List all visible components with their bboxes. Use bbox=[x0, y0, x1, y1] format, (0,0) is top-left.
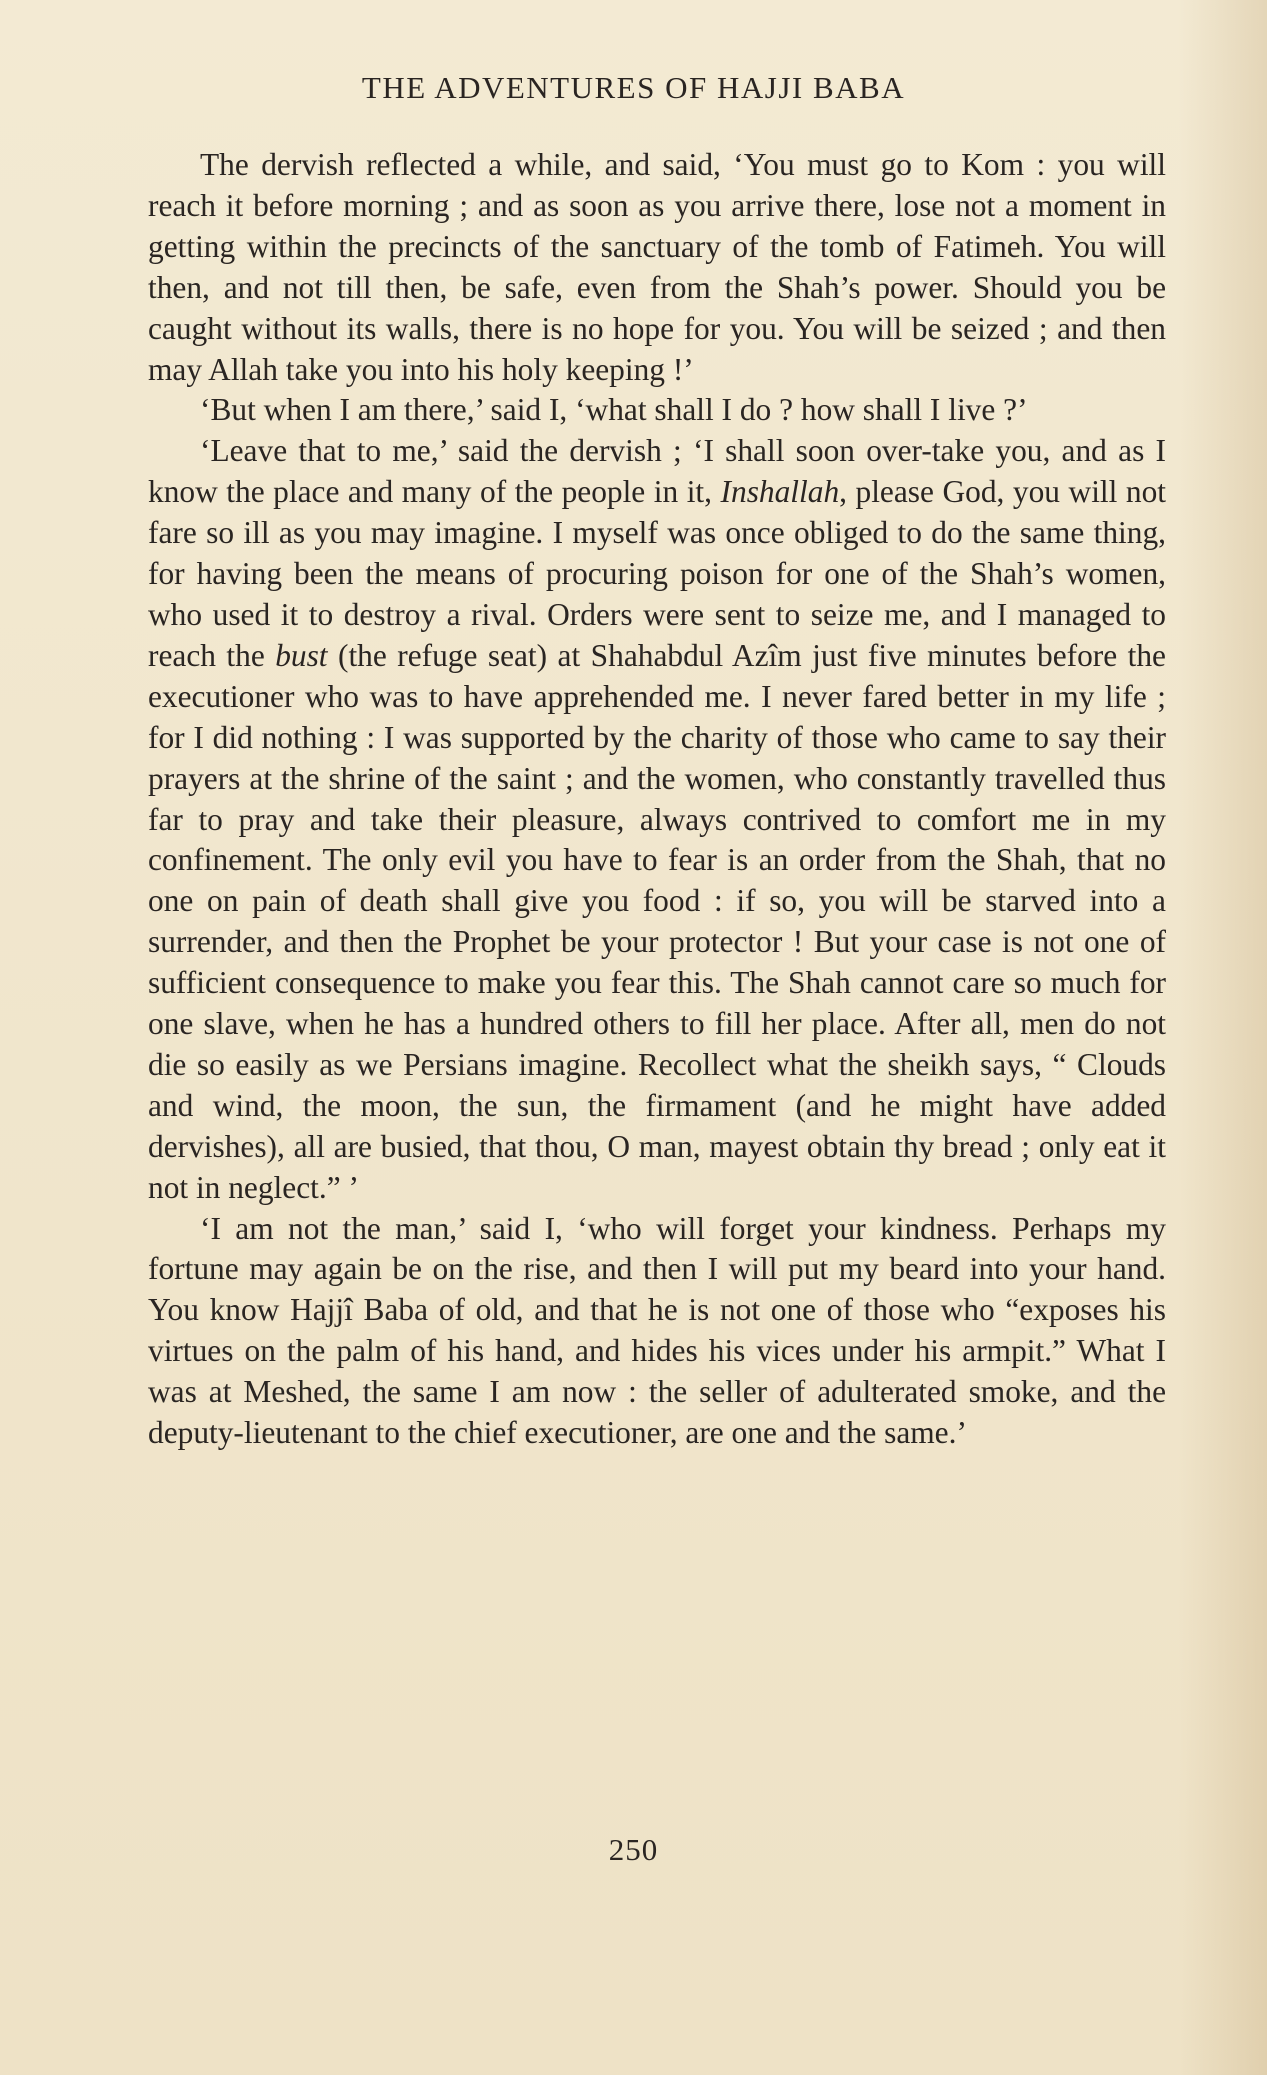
italic-inshallah: Inshallah bbox=[720, 474, 840, 510]
paragraph-dervish-advice: The dervish reflected a while, and said, ‘You must go to Kom : you will reach it before morning ; and as soon as you arrive there, lose not a moment in getting within the precincts of the sanctuary of the tomb of Fatimeh. You will then, and not till then, be safe, even from the Shah’s power. Should you be caught without its walls, there is no hope for you. You will be seized ; and then may Allah take you into his holy keeping !’ bbox=[148, 147, 1166, 387]
italic-bust: bust bbox=[275, 637, 328, 673]
body-text bbox=[148, 145, 1166, 1454]
running-head: THE ADVENTURES OF HAJJI BABA bbox=[361, 70, 906, 105]
paragraph-dervish-reply bbox=[148, 431, 1166, 1208]
paragraph-hajji-response: ‘I am not the man,’ said I, ‘who will forget your kindness. Perhaps my fortune may again be on the rise, and then I will put my beard into your hand. You know Hajjî Baba of old, and that he is not one of those who “exposes his virtues on the palm of his hand, and hides his vices under his armpit.” What I was at Meshed, the same I am now : the seller of adulterated smoke, and the deputy-lieutenant to the chief executioner, are one and the same.’ bbox=[148, 1210, 1166, 1451]
dervish-reply-part-1: ‘Leave that to me,’ said the dervish ; ‘I shall soon over-take you, and as I know the place and many of the people in it, bbox=[148, 433, 1166, 510]
page-number: 250 bbox=[608, 1832, 659, 1867]
dervish-reply-part-3: (the refuge seat) at Shahabdul Azîm just five minutes before the executioner who was to have apprehended me. I never fared better in my life ; for I did nothing : I was supported by the charity of those who came to say their prayers at the shrine of the saint ; and the women, who constantly travelled thus far to pray and take their pleasure, always contrived to comfort me in my confinement. The only evil you have to fear is an order from the Shah, that no one on pain of death shall give you food : if so, you will be starved into a surrender, and then the Prophet be your protector ! But your case is not one of sufficient consequence to make you fear this. The Shah cannot care so much for one slave, when he has a hundred others to fill her place. After all, men do not die so easily as we Persians imagine. Recollect what the sheikh says, “ Clouds and wind, the moon, the sun, the firmament (and he might have added dervishes), all are busied, that thou, O man, mayest obtain thy bread ; only eat it not in neglect.” ’ bbox=[148, 637, 1166, 1205]
dervish-reply-part-2: , please God, you will not fare so ill as you may imagine. I myself was once obliged to do the same thing, for having been the means of procuring poison for one of the Shah’s women, who used it to destroy a rival. Orders were sent to seize me, and I managed to reach the bbox=[148, 474, 1166, 673]
paragraph-hajji-question: ‘But when I am there,’ said I, ‘what shall I do ? how shall I live ?’ bbox=[200, 392, 1028, 428]
